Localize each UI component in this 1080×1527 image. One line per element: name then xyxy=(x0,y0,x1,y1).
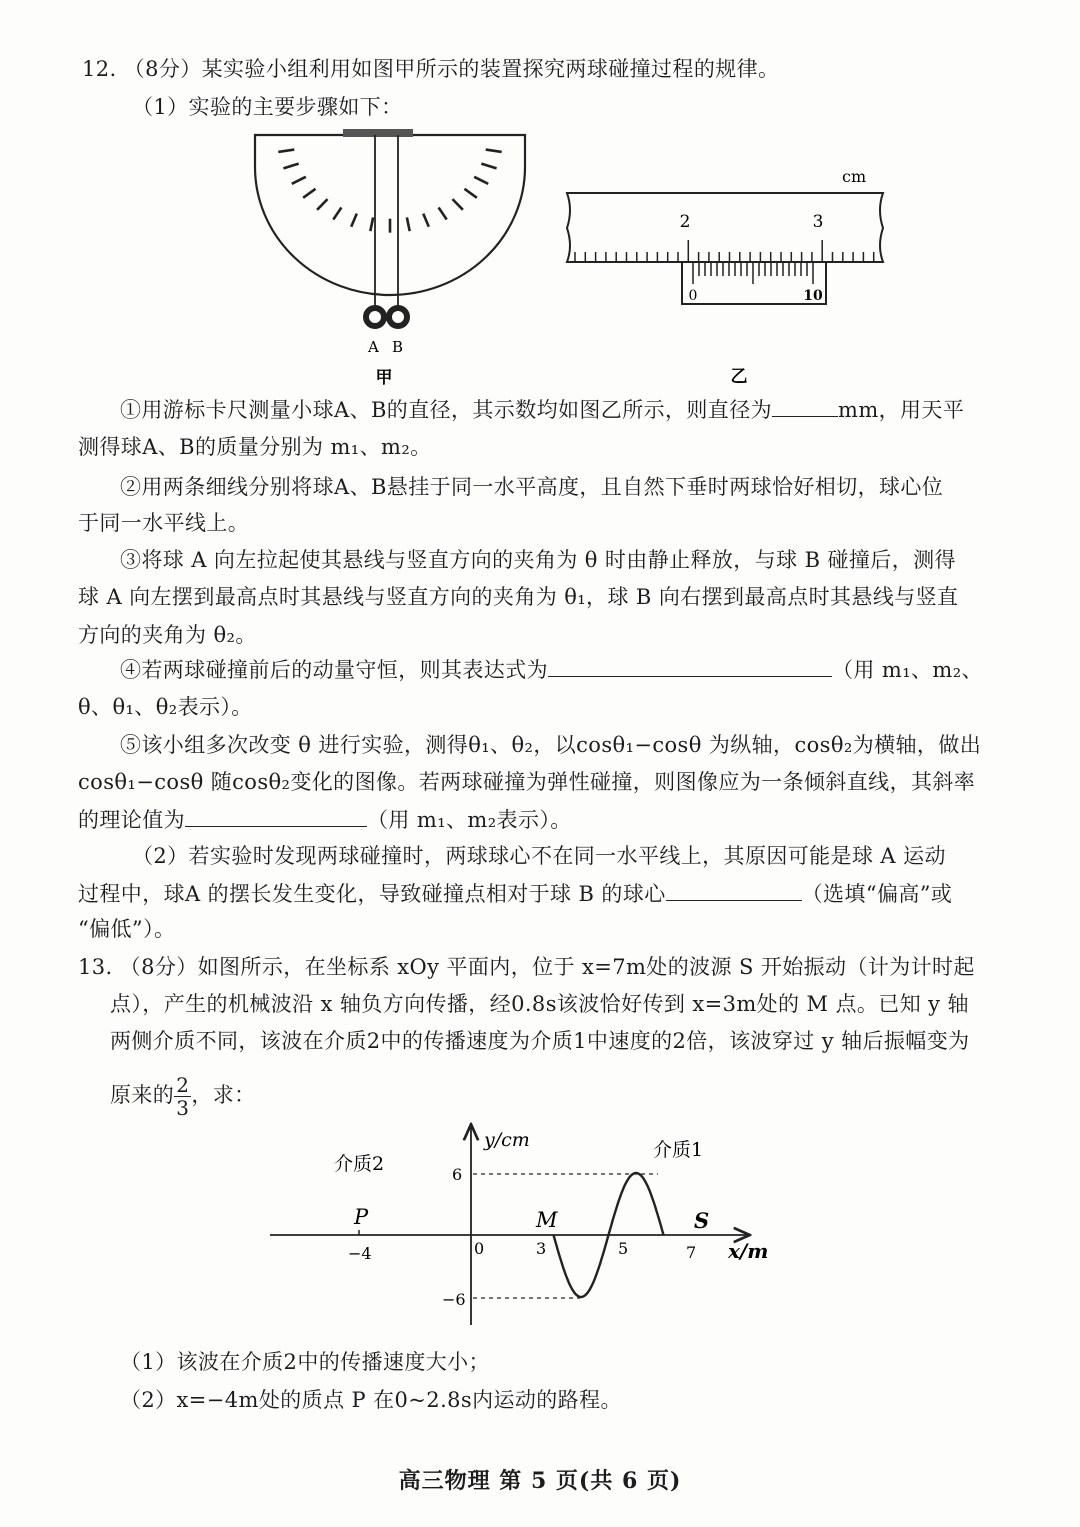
q13-header-line2: 点），产生的机械波沿 x 轴负方向传播，经0.8s该波恰好传到 x=3m处的 M 点。已知 y 轴 xyxy=(110,992,969,1016)
medium-2-label: 介质2 xyxy=(334,1153,385,1175)
wave-graph xyxy=(260,1120,780,1330)
q12-step2-line1: ②用两条细线分别将球A、B悬挂于同一水平高度，且自然下垂时两球恰好相切，球心位 xyxy=(120,475,944,499)
q12-step4-line2: θ、θ₁、θ₂表示）。 xyxy=(78,695,253,719)
y-axis-label: y/cm xyxy=(484,1129,530,1151)
q12-step5-line3: 的理论值为 （用 m₁、m₂表示）。 xyxy=(78,804,572,835)
q13-header-line4: 原来的 $\frac{2}{3}$ ，求： xyxy=(110,1073,256,1120)
protractor-tick xyxy=(292,177,306,184)
x-tick-neg4: −4 xyxy=(348,1244,372,1263)
x-tick-5: 5 xyxy=(618,1239,629,1258)
y-tick-6: 6 xyxy=(452,1165,463,1184)
protractor-tick xyxy=(333,207,341,219)
q13-sub2: （2）x=−4m处的质点 P 在0~2.8s内运动的路程。 xyxy=(120,1388,622,1412)
q13-header-line3: 两侧介质不同，该波在介质2中的传播速度为介质1中速度的2倍，该波穿过 y 轴后振幅变为 xyxy=(110,1029,970,1053)
protractor-tick xyxy=(439,207,447,219)
q12-part1-title: （1）实验的主要步骤如下： xyxy=(132,95,403,119)
q12-step1-line2: 测得球A、B的质量分别为 m₁、m₂。 xyxy=(78,435,432,459)
point-m-label: M xyxy=(536,1208,558,1232)
protractor-tick xyxy=(303,189,315,198)
x-tick-3: 3 xyxy=(536,1239,547,1258)
protractor-tick xyxy=(486,150,502,152)
protractor-tick xyxy=(481,164,496,169)
q12-step3-line2: 球 A 向左摆到最高点时其悬线与竖直方向的夹角为 θ₁，球 B 向右摆到最高点时其悬线与竖直 xyxy=(78,585,959,609)
page-footer: 高三物理 第 5 页(共 6 页) xyxy=(398,1468,682,1494)
q12-step5-line1: ⑤该小组多次改变 θ 进行实验，测得θ₁、θ₂，以cosθ₁−cosθ 为纵轴，cosθ₂为横轴，做出 xyxy=(120,733,982,757)
protractor-tick xyxy=(423,214,429,227)
q13-header-line1: 13. （8分）如图所示，在坐标系 xOy 平面内，位于 x=7m处的波源 S 开始振动（计为计时起 xyxy=(78,955,975,979)
ball-b-label: B xyxy=(392,338,404,356)
vernier-0: 0 xyxy=(688,288,698,304)
q12-step3-line3: 方向的夹角为 θ₂。 xyxy=(78,623,257,647)
q12-part2-line2: 过程中，球A 的摆长发生变化，导致碰撞点相对于球 B 的球心 （选填“偏高”或 xyxy=(78,878,952,909)
protractor-tick xyxy=(474,177,488,184)
protractor-tick xyxy=(464,189,476,198)
figure-yi-caption: 乙 xyxy=(730,367,748,387)
protractor-tick xyxy=(283,164,298,169)
answer-blank-momentum xyxy=(548,654,832,677)
q12-step3-line1: ③将球 A 向左拉起使其悬线与竖直方向的夹角为 θ 时由静止释放，与球 B 碰撞后，测得 xyxy=(120,548,956,572)
answer-blank-diameter xyxy=(772,394,838,417)
x-axis-label: x/m xyxy=(728,1239,769,1263)
figure-yi-caliper xyxy=(555,160,900,390)
figure-jia-caption: 甲 xyxy=(375,368,393,388)
vernier-10: 10 xyxy=(803,288,823,304)
main-scale-3: 3 xyxy=(812,212,824,232)
main-scale-2: 2 xyxy=(679,212,691,232)
x-tick-7: 7 xyxy=(686,1243,697,1262)
ball-a-label: A xyxy=(368,338,379,356)
q12-part2-line1: （2）若实验时发现两球碰撞时，两球球心不在同一水平线上，其原因可能是球 A 运动 xyxy=(132,844,946,868)
q12-step2-line2: 于同一水平线上。 xyxy=(78,511,250,535)
q12-step5-line2: cosθ₁−cosθ 随cosθ₂变化的图像。若两球碰撞为弹性碰撞，则图像应为一条倾斜直线，其斜率 xyxy=(78,770,976,794)
protractor-tick xyxy=(407,217,410,231)
q12-part2-line3: “偏低”）。 xyxy=(78,917,176,941)
q12-header: 12. （8分）某实验小组利用如图甲所示的装置探究两球碰撞过程的规律。 xyxy=(82,57,780,81)
caliper-unit: cm xyxy=(842,167,867,186)
ball-b xyxy=(389,308,407,326)
q12-step4-line1: ④若两球碰撞前后的动量守恒，则其表达式为 （用 m₁、m₂、 xyxy=(120,654,983,685)
medium-1-label: 介质1 xyxy=(653,1139,704,1161)
answer-blank-slope xyxy=(185,804,367,827)
protractor-tick xyxy=(351,214,357,227)
answer-blank-high-low xyxy=(666,878,802,901)
origin-label: 0 xyxy=(474,1239,485,1258)
fraction-two-thirds: $\frac{2}{3}$ xyxy=(176,1073,190,1120)
figure-jia-pendulum xyxy=(240,125,540,395)
protractor-tick xyxy=(452,199,462,210)
q12-step1-line1: ①用游标卡尺测量小球A、B的直径，其示数均如图乙所示，则直径为 mm，用天平 xyxy=(120,394,964,425)
point-p-label: P xyxy=(354,1205,369,1229)
ball-a xyxy=(366,308,384,326)
y-tick-neg6: −6 xyxy=(442,1290,466,1309)
q13-sub1: （1）该波在介质2中的传播速度大小； xyxy=(120,1350,490,1374)
protractor-tick xyxy=(317,199,327,210)
point-s-label: S xyxy=(694,1208,710,1233)
protractor-tick xyxy=(278,150,294,152)
protractor-tick xyxy=(370,217,373,231)
